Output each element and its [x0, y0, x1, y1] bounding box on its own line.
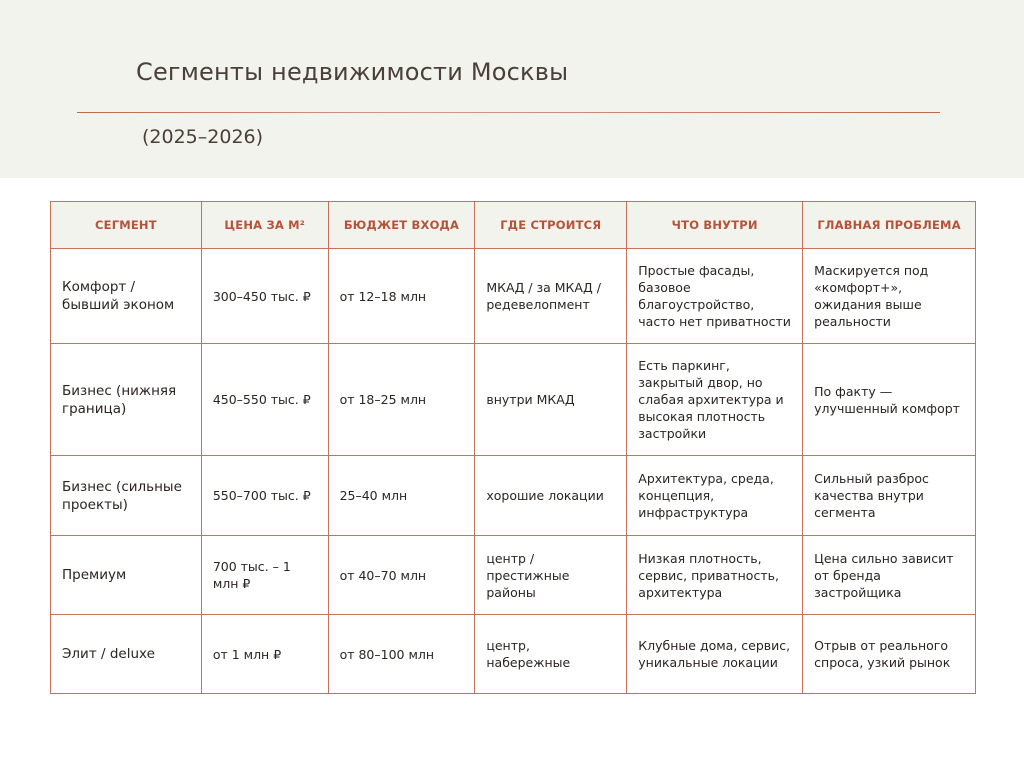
segments-table: [50, 201, 976, 694]
cell-location: МКАД / за МКАД / редевелопмент: [475, 249, 627, 344]
column-header-features: ЧТО ВНУТРИ: [627, 202, 803, 249]
column-header-price: ЦЕНА ЗА М²: [201, 202, 328, 249]
column-header-problem: ГЛАВНАЯ ПРОБЛЕМА: [803, 202, 976, 249]
cell-price: от 1 млн ₽: [201, 615, 328, 694]
table-row: [51, 456, 976, 536]
cell-location: центр / престижные районы: [475, 536, 627, 615]
page-subtitle: (2025–2026): [142, 126, 264, 148]
table-row: [51, 536, 976, 615]
cell-budget: 25–40 млн: [328, 456, 475, 536]
cell-location: хорошие локации: [475, 456, 627, 536]
cell-features: Архитектура, среда, концепция, инфраструктура: [627, 456, 803, 536]
table-row: [51, 344, 976, 456]
cell-segment: Элит / deluxe: [51, 615, 202, 694]
cell-segment: Комфорт / бывший эконом: [51, 249, 202, 344]
table-row: [51, 249, 976, 344]
cell-segment: Бизнес (нижняя граница): [51, 344, 202, 456]
cell-budget: от 12–18 млн: [328, 249, 475, 344]
cell-budget: от 40–70 млн: [328, 536, 475, 615]
table-row: [51, 615, 976, 694]
cell-problem: Сильный разброс качества внутри сегмента: [803, 456, 976, 536]
column-header-segment: СЕГМЕНТ: [51, 202, 202, 249]
cell-problem: Цена сильно зависит от бренда застройщика: [803, 536, 976, 615]
cell-segment: Бизнес (сильные проекты): [51, 456, 202, 536]
cell-price: 450–550 тыс. ₽: [201, 344, 328, 456]
cell-location: центр, набережные: [475, 615, 627, 694]
cell-features: Есть паркинг, закрытый двор, но слабая архитектура и высокая плотность застройки: [627, 344, 803, 456]
table-header-row: [51, 202, 976, 249]
cell-problem: Отрыв от реального спроса, узкий рынок: [803, 615, 976, 694]
cell-budget: от 80–100 млн: [328, 615, 475, 694]
cell-segment: Премиум: [51, 536, 202, 615]
cell-features: Низкая плотность, сервис, приватность, архитектура: [627, 536, 803, 615]
cell-budget: от 18–25 млн: [328, 344, 475, 456]
cell-price: 550–700 тыс. ₽: [201, 456, 328, 536]
column-header-budget: БЮДЖЕТ ВХОДА: [328, 202, 475, 249]
cell-price: 700 тыс. – 1 млн ₽: [201, 536, 328, 615]
page-header: [0, 0, 1024, 178]
cell-problem: Маскируется под «комфорт+», ожидания выше реальности: [803, 249, 976, 344]
page-title: Сегменты недвижимости Москвы: [136, 58, 569, 86]
cell-features: Простые фасады, базовое благоустройство, часто нет приватности: [627, 249, 803, 344]
title-divider: [77, 112, 940, 113]
cell-features: Клубные дома, сервис, уникальные локации: [627, 615, 803, 694]
cell-problem: По факту — улучшенный комфорт: [803, 344, 976, 456]
cell-location: внутри МКАД: [475, 344, 627, 456]
cell-price: 300–450 тыс. ₽: [201, 249, 328, 344]
column-header-location: ГДЕ СТРОИТСЯ: [475, 202, 627, 249]
